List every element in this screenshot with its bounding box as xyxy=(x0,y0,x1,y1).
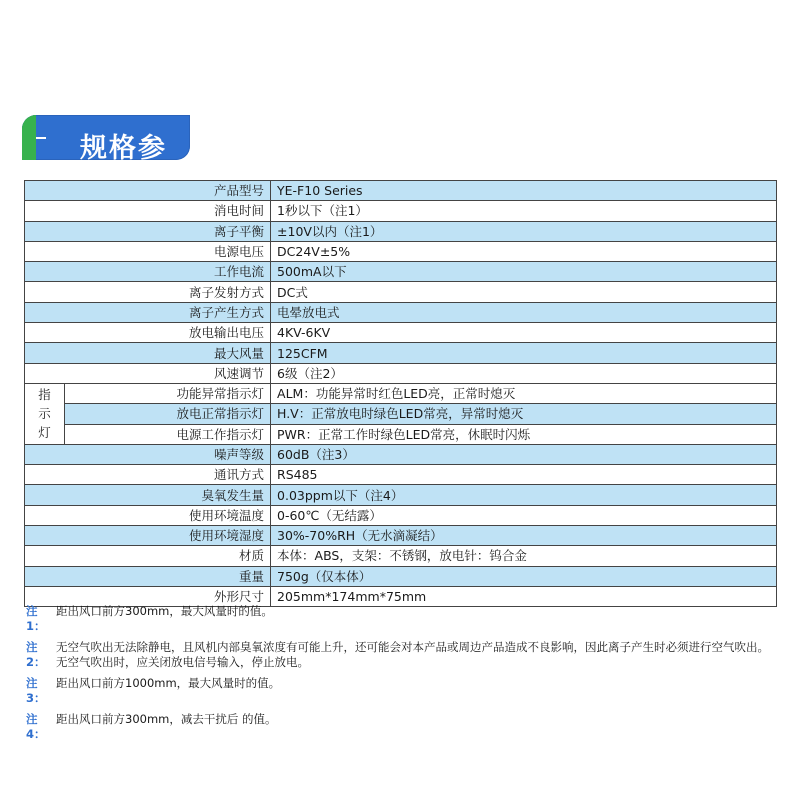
spec-value: ±10V以内（注1） xyxy=(271,221,777,241)
spec-label: 风速调节 xyxy=(25,363,271,383)
spec-value: 0-60℃（无结露） xyxy=(271,505,777,525)
spec-label: 重量 xyxy=(25,566,271,586)
table-row xyxy=(25,201,777,221)
indicator-group-char: 指 xyxy=(38,387,51,403)
indicator-group-char: 示 xyxy=(38,406,51,422)
spec-value: 750g（仅本体） xyxy=(271,566,777,586)
footnote-tag: 注3： xyxy=(26,676,46,705)
spec-label: 产品型号 xyxy=(25,181,271,201)
table-row xyxy=(25,181,777,201)
footnote-tag: 注2： xyxy=(26,640,46,669)
table-row xyxy=(25,282,777,302)
table-row xyxy=(25,505,777,525)
table-row xyxy=(25,343,777,363)
table-row xyxy=(25,221,777,241)
spec-value: RS485 xyxy=(271,465,777,485)
badge-inner xyxy=(50,122,186,164)
table-row xyxy=(25,363,777,383)
table-row xyxy=(25,241,777,261)
section-title: 规格参 xyxy=(80,133,167,164)
table-row xyxy=(25,485,777,505)
table-row xyxy=(25,404,777,424)
table-row xyxy=(25,444,777,464)
badge-divider xyxy=(36,137,46,139)
footnote xyxy=(26,640,786,670)
spec-label: 外形尺寸 xyxy=(25,586,271,606)
spec-label: 电源电压 xyxy=(25,241,271,261)
spec-label: 消电时间 xyxy=(25,201,271,221)
spec-label: 通讯方式 xyxy=(25,465,271,485)
table-row xyxy=(25,546,777,566)
footnote-line: 距出风口前方300mm，减去干扰后 的值。 xyxy=(56,712,277,726)
footnote xyxy=(26,604,786,634)
spec-value: 1秒以下（注1） xyxy=(271,201,777,221)
table-row xyxy=(25,383,777,403)
spec-value: 0.03ppm以下（注4） xyxy=(271,485,777,505)
section-title-badge xyxy=(22,115,190,164)
footnote-tag: 注1： xyxy=(26,604,46,633)
table-row xyxy=(25,526,777,546)
indicator-group-char: 灯 xyxy=(38,425,51,441)
footnote-line: 无空气吹出无法除静电，且风机内部臭氧浓度有可能上升，还可能会对本产品或周边产品造成不良影响，因此离子产生时必须进行空气吹出。 xyxy=(56,640,769,654)
spec-label: 使用环境温度 xyxy=(25,505,271,525)
spec-value: H.V：正常放电时绿色LED常亮，异常时熄灭 xyxy=(271,404,777,424)
spec-table xyxy=(24,180,777,607)
spec-label: 离子产生方式 xyxy=(25,302,271,322)
table-row xyxy=(25,323,777,343)
indicator-group-label xyxy=(25,383,65,444)
spec-label: 放电正常指示灯 xyxy=(65,404,271,424)
footnote xyxy=(26,676,786,706)
badge-green-bar xyxy=(22,115,36,160)
spec-value: 125CFM xyxy=(271,343,777,363)
spec-value: 4KV-6KV xyxy=(271,323,777,343)
spec-label: 材质 xyxy=(25,546,271,566)
spec-value: 电晕放电式 xyxy=(271,302,777,322)
spec-label: 使用环境湿度 xyxy=(25,526,271,546)
spec-value: DC式 xyxy=(271,282,777,302)
footnote-tag: 注4： xyxy=(26,712,46,741)
spec-value: 60dB（注3） xyxy=(271,444,777,464)
spec-value: 205mm*174mm*75mm xyxy=(271,586,777,606)
table-row xyxy=(25,465,777,485)
spec-label: 臭氧发生量 xyxy=(25,485,271,505)
spec-label: 功能异常指示灯 xyxy=(65,383,271,403)
footnote-text xyxy=(56,604,786,634)
table-row xyxy=(25,302,777,322)
spec-label: 离子发射方式 xyxy=(25,282,271,302)
spec-label: 噪声等级 xyxy=(25,444,271,464)
spec-label: 离子平衡 xyxy=(25,221,271,241)
spec-value: ALM：功能异常时红色LED亮，正常时熄灭 xyxy=(271,383,777,403)
footnote-text xyxy=(56,712,786,742)
spec-label: 电源工作指示灯 xyxy=(65,424,271,444)
spec-table-body xyxy=(25,181,777,607)
spec-value: 本体：ABS，支架：不锈钢，放电针：钨合金 xyxy=(271,546,777,566)
footnote-line: 距出风口前方1000mm，最大风量时的值。 xyxy=(56,676,281,690)
spec-value: YE-F10 Series xyxy=(271,181,777,201)
spec-value: DC24V±5% xyxy=(271,241,777,261)
table-row xyxy=(25,424,777,444)
footnote-text xyxy=(56,676,786,706)
spec-value: 30%-70%RH（无水滴凝结） xyxy=(271,526,777,546)
table-row xyxy=(25,262,777,282)
table-row xyxy=(25,566,777,586)
footnotes xyxy=(26,604,786,748)
footnote-text xyxy=(56,640,786,670)
footnote-line: 距出风口前方300mm，最大风量时的值。 xyxy=(56,604,273,618)
spec-label: 放电输出电压 xyxy=(25,323,271,343)
spec-label: 工作电流 xyxy=(25,262,271,282)
footnote xyxy=(26,712,786,742)
spec-value: PWR：正常工作时绿色LED常亮，休眠时闪烁 xyxy=(271,424,777,444)
spec-value: 500mA以下 xyxy=(271,262,777,282)
spec-value: 6级（注2） xyxy=(271,363,777,383)
footnote-line: 无空气吹出时，应关闭放电信号输入，停止放电。 xyxy=(56,655,309,669)
spec-label: 最大风量 xyxy=(25,343,271,363)
